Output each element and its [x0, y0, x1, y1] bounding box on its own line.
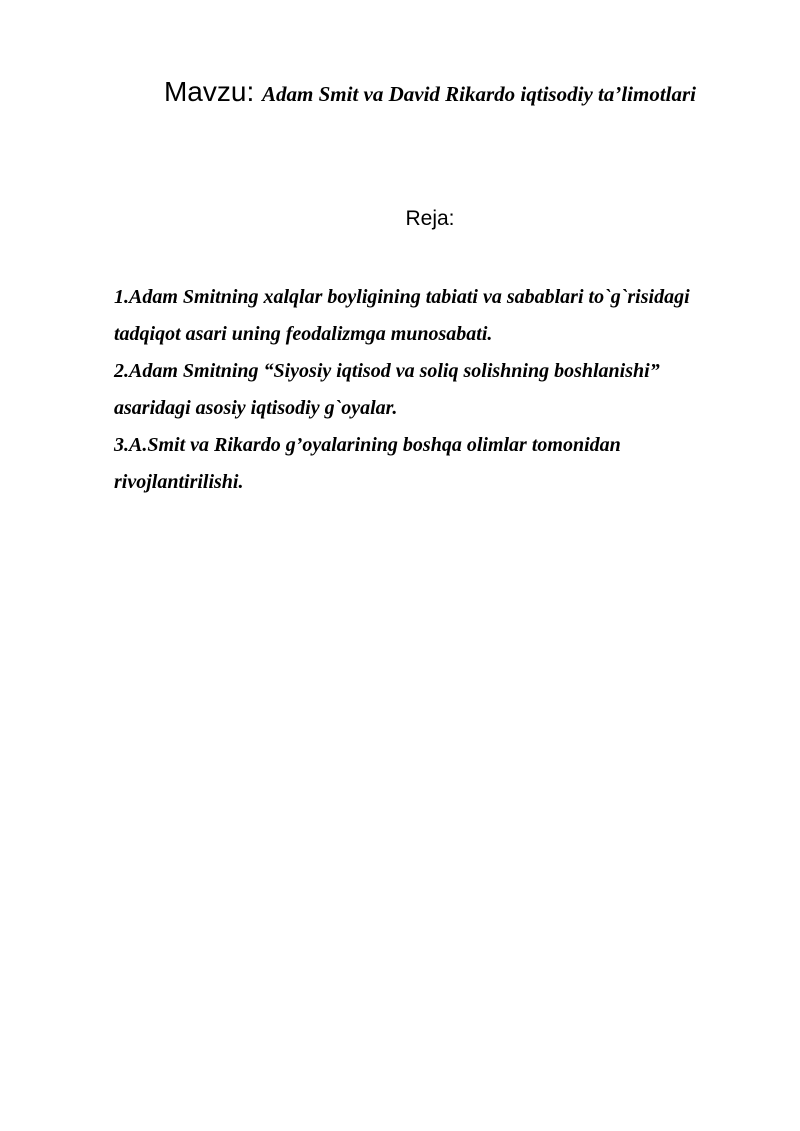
- plan-item-2-line-2: asaridagi asosiy iqtisodiy g`oyalar.: [114, 397, 398, 419]
- document-title: [0, 76, 800, 108]
- plan-item-1-line-2: tadqiqot asari uning feodalizmga munosabati.: [114, 323, 493, 345]
- plan-item-1-line-1: 1.Adam Smitning xalqlar boyligining tabiati va sabablari to`g`risidagi: [114, 286, 690, 308]
- plan-item-3-line-2: rivojlantirilishi.: [114, 471, 244, 493]
- plan-list: [114, 279, 764, 501]
- title-prefix: Mavzu:: [163, 76, 262, 107]
- title-subject: Adam Smit va David Rikardo iqtisodiy ta’limotlari: [262, 82, 697, 106]
- plan-item-2-line-1: 2.Adam Smitning “Siyosiy iqtisod va soliq solishning boshlanishi”: [114, 360, 660, 382]
- plan-item-3-line-1: 3.A.Smit va Rikardo g’oyalarining boshqa olimlar tomonidan: [114, 434, 621, 456]
- plan-heading: Reja:: [405, 207, 455, 230]
